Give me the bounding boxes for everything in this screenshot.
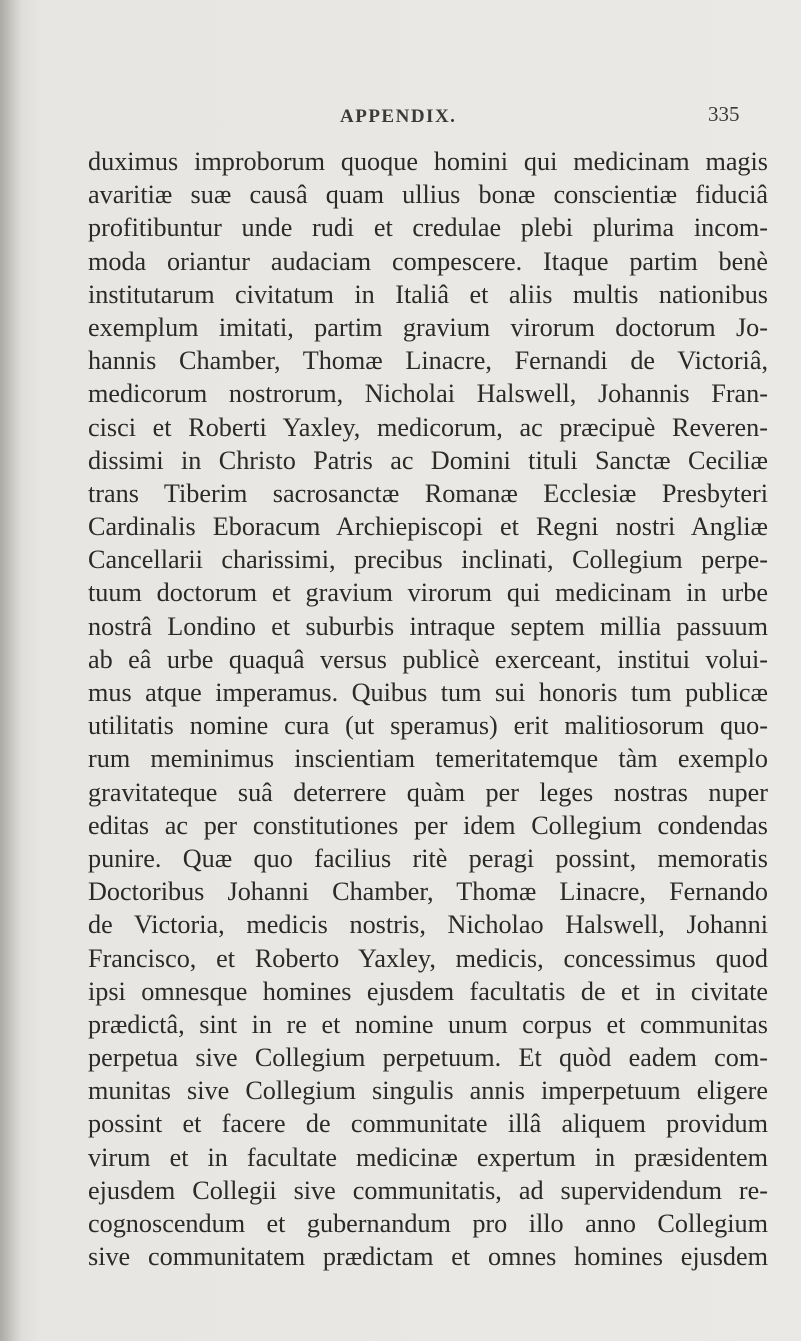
text-line: avaritiæ suæ causâ quam ullius bonæ conscientiæ fiduciâ [88,180,768,210]
text-line: duximus improborum quoque homini qui medicinam magis [88,147,768,176]
text-line: ab eâ urbe quaquâ versus publicè exerceant, institui volui- [88,644,768,674]
text-line: nostrâ Londino et suburbis intraque septem millia passuum [88,611,768,641]
text-line: mus atque imperamus. Quibus tum sui honoris tum publicæ [88,678,768,707]
text-line: punire. Quæ quo facilius ritè peragi possint, memoratis [88,843,768,873]
text-line: tuum doctorum et gravium virorum qui medicinam in urbe [88,578,768,608]
page-header [0,102,801,136]
text-line: sive communitatem prædictam et omnes homines ejusdem [88,1242,768,1272]
text-line: virum et in facultate medicinæ expertum in præsidentem [88,1142,768,1172]
text-line: editas ac per constitutiones per idem Collegium condendas [88,810,768,840]
text-line: Doctoribus Johanni Chamber, Thomæ Linacre, Fernando [88,877,768,907]
text-line: Cardinalis Eboracum Archiepiscopi et Regni nostri Angliæ [88,512,768,542]
page-number: 335 [708,102,740,126]
text-line: utilitatis nomine cura (ut speramus) erit malitiosorum quo- [88,711,768,741]
text-line: cisci et Roberti Yaxley, medicorum, ac præcipuè Reveren- [88,412,768,442]
text-line: perpetua sive Collegium perpetuum. Et quòd eadem com- [88,1043,768,1073]
text-line: munitas sive Collegium singulis annis imperpetuum eligere [88,1076,768,1106]
text-line: possint et facere de communitate illâ aliquem providum [88,1109,768,1139]
text-line: dissimi in Christo Patris ac Domini tituli Sanctæ Ceciliæ [88,445,768,475]
text-line: medicorum nostrorum, Nicholai Halswell, Johannis Fran- [88,379,768,409]
text-line: Francisco, et Roberto Yaxley, medicis, concessimus quod [88,943,768,973]
gutter-shadow [0,0,22,1341]
running-head: APPENDIX. [340,106,457,127]
text-line: gravitateque suâ deterrere quàm per leges nostras nuper [88,777,768,807]
text-line: rum meminimus inscientiam temeritatemque tàm exemplo [88,744,768,774]
text-line: trans Tiberim sacrosanctæ Romanæ Ecclesiæ Presbyteri [88,478,768,508]
body-text [88,145,768,1273]
text-line: exemplum imitati, partim gravium virorum doctorum Jo- [88,312,768,342]
text-line: de Victoria, medicis nostris, Nicholao Halswell, Johanni [88,910,768,940]
text-line: Cancellarii charissimi, precibus inclinati, Collegium perpe- [88,545,768,575]
text-line: ipsi omnesque homines ejusdem facultatis de et in civitate [88,976,768,1006]
text-line: prædictâ, sint in re et nomine unum corpus et communitas [88,1009,768,1039]
text-line: hannis Chamber, Thomæ Linacre, Fernandi de Victoriâ, [88,346,768,376]
text-line: profitibuntur unde rudi et credulae plebi plurima incom- [88,213,768,243]
text-line: ejusdem Collegii sive communitatis, ad supervidendum re- [88,1175,768,1205]
text-line: moda oriantur audaciam compescere. Itaque partim benè [88,246,768,276]
text-line: institutarum civitatum in Italiâ et aliis multis nationibus [88,279,768,309]
text-line: cognoscendum et gubernandum pro illo anno Collegium [88,1209,768,1238]
